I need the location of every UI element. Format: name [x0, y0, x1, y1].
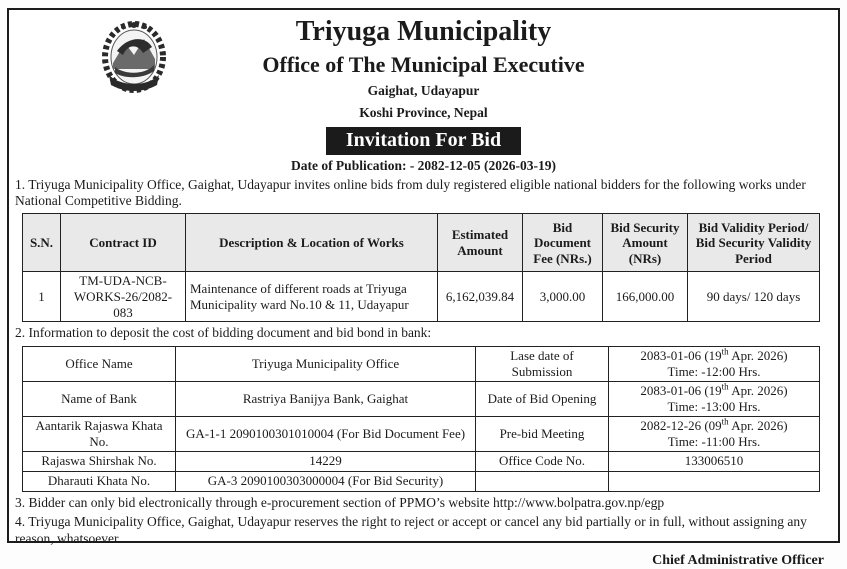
- value-date-bid-opening: 2083-01-06 (19th Apr. 2026) Time: -13:00 Hrs.: [609, 381, 820, 416]
- office-subtitle: Office of The Municipal Executive: [262, 51, 585, 77]
- value-name-of-bank: Rastriya Banijya Bank, Gaighat: [176, 381, 476, 416]
- cell-bid-document-fee: 3,000.00: [523, 272, 603, 322]
- cell-bid-validity: 90 days/ 120 days: [688, 272, 820, 322]
- bank-info-table: [22, 346, 820, 492]
- label-rajaswa-shirshak: Rajaswa Shirshak No.: [23, 451, 176, 471]
- col-header-contract-id: Contract ID: [61, 214, 186, 272]
- value-rajaswa-shirshak: 14229: [176, 451, 476, 471]
- address-line-1: Gaighat, Udayapur: [367, 82, 480, 98]
- info-row-office-name: [23, 346, 820, 381]
- empty-cell-1: [476, 471, 609, 491]
- paragraph-1: 1. Triyuga Municipality Office, Gaighat, Udayapur invites online bids from duly registered eligible national bidders for the following works under National Competitive Bidding.: [15, 176, 806, 208]
- document-header: [9, 10, 838, 174]
- value-office-code: 133006510: [609, 451, 820, 471]
- cell-sn: 1: [23, 272, 61, 322]
- label-aantarik-rajaswa-khata: Aantarik Rajaswa Khata No.: [23, 416, 176, 451]
- value-office-name: Triyuga Municipality Office: [176, 346, 476, 381]
- bid-table-header-row: [23, 214, 820, 272]
- paragraph-4: 4. Triyuga Municipality Office, Gaighat, Udayapur reserves the right to reject or accept or cancel any bid partially or in full, without assigning any reason, whatsoever.: [15, 514, 807, 546]
- label-office-code: Office Code No.: [476, 451, 609, 471]
- empty-cell-2: [609, 471, 820, 491]
- bid-table-row: [23, 272, 820, 322]
- info-row-dharauti-khata: [23, 471, 820, 491]
- cell-estimated-amount: 6,162,039.84: [438, 272, 523, 322]
- label-dharauti-khata: Dharauti Khata No.: [23, 471, 176, 491]
- paragraph-2: 2. Information to deposit the cost of bidding document and bid bond in bank:: [15, 325, 432, 341]
- label-name-of-bank: Name of Bank: [23, 381, 176, 416]
- label-pre-bid-meeting: Pre-bid Meeting: [476, 416, 609, 451]
- col-header-sn: S.N.: [23, 214, 61, 272]
- cell-bid-security-amount: 166,000.00: [603, 272, 688, 322]
- label-date-bid-opening: Date of Bid Opening: [476, 381, 609, 416]
- col-header-estimated-amount: Estimated Amount: [438, 214, 523, 272]
- bid-summary-table: [22, 213, 820, 322]
- info-row-aantarik-rajaswa: [23, 416, 820, 451]
- address-line-2: Koshi Province, Nepal: [359, 104, 488, 120]
- value-dharauti-khata: GA-3 2090100303000004 (For Bid Security): [176, 471, 476, 491]
- value-aantarik-rajaswa-khata: GA-1-1 2090100301010004 (For Bid Document Fee): [176, 416, 476, 451]
- info-row-rajaswa-shirshak: [23, 451, 820, 471]
- label-last-date-submission: Lase date of Submission: [476, 346, 609, 381]
- signature-chief-administrative-officer: Chief Administrative Officer: [652, 553, 824, 569]
- cell-contract-id: TM-UDA-NCB-WORKS-26/2082-083: [61, 272, 186, 322]
- col-header-description: Description & Location of Works: [186, 214, 438, 272]
- nepal-emblem-logo-icon: [97, 13, 171, 109]
- document-page: [7, 8, 840, 569]
- municipality-title: Triyuga Municipality: [295, 16, 552, 47]
- invitation-banner: Invitation For Bid: [326, 127, 521, 155]
- col-header-bid-document-fee: Bid Document Fee (NRs.): [523, 214, 603, 272]
- publication-date: Date of Publication: - 2082-12-05 (2026-03-19): [290, 157, 557, 173]
- info-row-bank-name: [23, 381, 820, 416]
- value-last-date-submission: 2083-01-06 (19th Apr. 2026) Time: -12:00 Hrs.: [609, 346, 820, 381]
- label-office-name: Office Name: [23, 346, 176, 381]
- col-header-bid-security-amount: Bid Security Amount (NRs): [603, 214, 688, 272]
- banner-container: [9, 127, 838, 155]
- value-pre-bid-meeting: 2082-12-26 (09th Apr. 2026) Time: -11:00 Hrs.: [609, 416, 820, 451]
- cell-description: Maintenance of different roads at Triyuga Municipality ward No.10 & 11, Udayapur: [186, 272, 438, 322]
- col-header-bid-validity: Bid Validity Period/ Bid Security Validity Period: [688, 214, 820, 272]
- paragraph-3: 3. Bidder can only bid electronically through e-procurement section of PPMO’s website http://www.bolpatra.gov.np/egp: [15, 494, 665, 510]
